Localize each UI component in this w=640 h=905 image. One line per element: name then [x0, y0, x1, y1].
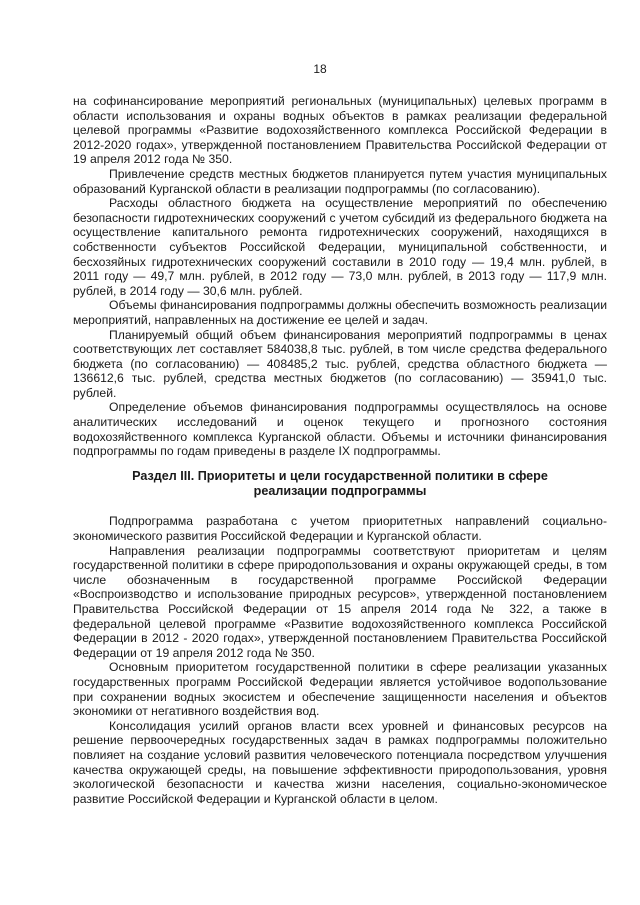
paragraph: Консолидация усилий органов власти всех уровней и финансовых ресурсов на решение первоочередных государственных задач в рамках подпрограммы положительно повлияет на создание условий развития человеческого потенциала посредством улучшения качества окружающей среды, на повышение эффективности природопользования, уровня экологической безопасности и качества жизни населения, социально-экономическое развитие Российской Федерации и Курганской области в целом. — [73, 718, 607, 806]
section-heading — [73, 469, 607, 499]
paragraph: Привлечение средств местных бюджетов планируется путем участия муниципальных образований Курганской области в реализации подпрограммы (по согласованию). — [73, 166, 607, 196]
page-number: 18 — [313, 62, 327, 76]
paragraph: Объемы финансирования подпрограммы должны обеспечить возможность реализации мероприятий, направленных на достижение ее целей и задач. — [73, 298, 608, 327]
section-heading-line: реализации подпрограммы — [253, 483, 427, 498]
document-body — [73, 94, 607, 806]
paragraph: Основным приоритетом государственной политики в сфере реализации указанных государственных программ Российской Федерации является устойчивое водопользование при сохранении водных экосистем и обеспечение защищенности населения и объектов экономики от негативного воздействия вод. — [73, 660, 607, 719]
paragraph: Направления реализации подпрограммы соответствуют приоритетам и целям государственной политики в сфере природопользования и охраны окружающей среды, в том числе обозначенным в государственной программе Российской Федерации «Воспроизводство и использование природных ресурсов», утвержденной постановлением Правительства Российской Федерации от 15 апреля 2014 года № 322, а также в федеральной целевой программе «Развитие водохозяйственного комплекса Российской Федерации в 2012 - 2020 годах», утвержденной постановлением Правительства Российской Федерации от 19 апреля 2012 года № 350. — [73, 543, 607, 660]
paragraph: Подпрограмма разработана с учетом приоритетных направлений социально-экономического развития Российской Федерации и Курганской области. — [73, 514, 607, 544]
margin-scan-marks — [47, 420, 65, 490]
paragraph: Расходы областного бюджета на осуществление мероприятий по обеспечению безопасности гидротехнических сооружений с учетом субсидий из федерального бюджета на осуществление капитального ремонта гидротехнических сооружений, находящихся в собственности субъектов Российской Федерации, муниципальной собственности, и бесхозяйных гидротехнических сооружений составили в 2010 году — 19,4 млн. рублей, в 2011 году — 49,7 млн. рублей, в 2012 году — 73,0 млн. рублей, в 2013 году — 117,9 млн. рублей, в 2014 году — 30,6 млн. рублей. — [73, 196, 607, 298]
paragraph: Планируемый общий объем финансирования мероприятий подпрограммы в ценах соответствующих лет составляет 584038,8 тыс. рублей, в том числе средства федерального бюджета (по согласованию) — 408485,2 тыс. рублей, средства областного бюджета — 136612,6 тыс. рублей, средства местных бюджетов (по согласованию) — 35941,0 тыс. рублей. — [73, 327, 607, 400]
paragraph-continuation: на софинансирование мероприятий региональных (муниципальных) целевых программ в области использования и охраны водных объектов в рамках реализации федеральной целевой программы «Развитие водохозяйственного комплекса Российской Федерации в 2012-2020 годах», утвержденной постановлением Правительства Российской Федерации от 19 апреля 2012 года № 350. — [73, 94, 607, 167]
paragraph: Определение объемов финансирования подпрограммы осуществлялось на основе аналитических исследований и оценок текущего и прогнозного состояния водохозяйственного комплекса Курганской области. Объемы и источники финансирования подпрограммы по годам приведены в разделе IX подпрограммы. — [73, 400, 607, 459]
section-heading-line: Раздел III. Приоритеты и цели государственной политики в сфере — [132, 468, 548, 483]
